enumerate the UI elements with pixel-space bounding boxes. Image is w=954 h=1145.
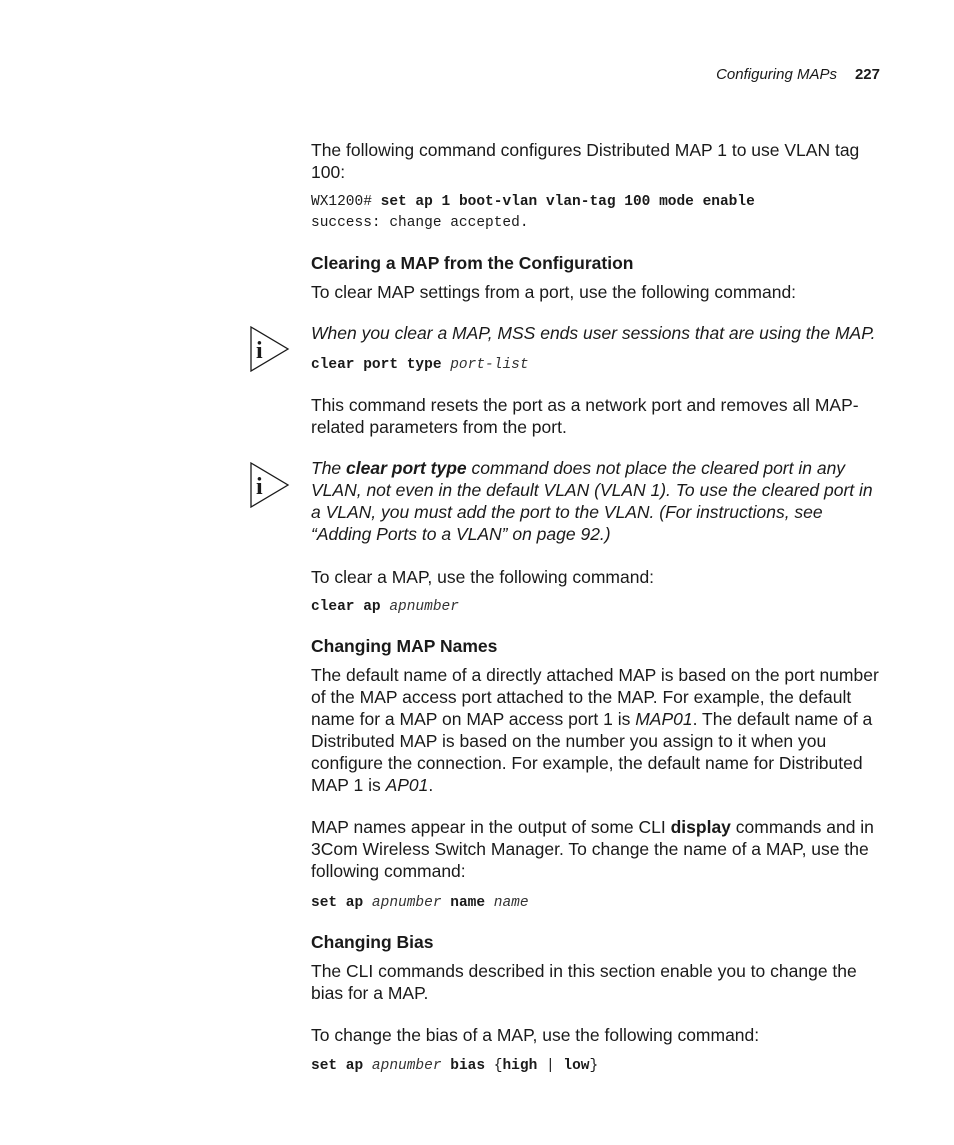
info-icon bbox=[250, 326, 290, 372]
note-clear-map: When you clear a MAP, MSS ends user sessions that are using the MAP. bbox=[311, 323, 876, 343]
intro-command bbox=[311, 192, 891, 213]
cmd-argument: port-list bbox=[450, 357, 529, 373]
bias-paragraph-1: The CLI commands described in this section enable you to change the bias for a MAP. bbox=[311, 961, 857, 1003]
clearing-text-1: To clear MAP settings from a port, use the following command: bbox=[311, 282, 797, 302]
cmd-clear-ap bbox=[311, 597, 891, 618]
clearing-text-3: To clear a MAP, use the following command: bbox=[311, 567, 655, 587]
cmd-set-ap-bias: set ap apnumber bias {high | low} bbox=[311, 1058, 599, 1074]
names-paragraph-1: The default name of a directly attached MAP is based on the port number of the MAP access port attached to the MAP. For example, the default name for a MAP on MAP access port 1 is MAP01. The default name of a Distributed MAP is based on the number you assign to it when you configure the connection. For example, the default name for Distributed MAP 1 is AP01. bbox=[311, 665, 879, 795]
info-icon bbox=[250, 462, 290, 508]
cli-command: set ap 1 boot-vlan vlan-tag 100 mode enable bbox=[380, 194, 755, 210]
note-command: clear port type bbox=[346, 458, 467, 478]
intro-text: The following command configures Distributed MAP 1 to use VLAN tag 100: bbox=[311, 140, 860, 182]
cmd-set-ap-name: set ap apnumber name name bbox=[311, 895, 529, 911]
names-paragraph-2: MAP names appear in the output of some CLI display commands and in 3Com Wireless Switch Manager. To change the name of a MAP, use the following command: bbox=[311, 817, 874, 881]
note-clear-port-vlan: The clear port type command does not place the cleared port in any VLAN, not even in the default VLAN (VLAN 1). To use the cleared port in a VLAN, you must add the port to the VLAN. (For instructions, see “Adding Ports to a VLAN” on page 92.) bbox=[311, 458, 873, 544]
svg-text:i: i bbox=[256, 474, 263, 500]
cmd-keyword: clear ap bbox=[311, 599, 390, 615]
page-number: 227 bbox=[854, 66, 880, 83]
running-header bbox=[716, 66, 880, 83]
intro-output: success: change accepted. bbox=[311, 215, 529, 231]
section-title: Configuring MAPs bbox=[716, 66, 837, 83]
clearing-text-2: This command resets the port as a network port and removes all MAP-related parameters from the port. bbox=[311, 395, 859, 437]
heading-changing-names: Changing MAP Names bbox=[311, 636, 498, 656]
cli-prompt: WX1200# bbox=[311, 194, 381, 210]
bias-paragraph-2: To change the bias of a MAP, use the following command: bbox=[311, 1025, 760, 1045]
heading-clearing: Clearing a MAP from the Configuration bbox=[311, 253, 634, 273]
cmd-keyword: clear port type bbox=[311, 357, 451, 373]
svg-text:i: i bbox=[256, 338, 263, 364]
cmd-clear-port-type bbox=[311, 355, 891, 376]
cmd-argument: apnumber bbox=[389, 599, 459, 615]
heading-changing-bias: Changing Bias bbox=[311, 932, 434, 952]
